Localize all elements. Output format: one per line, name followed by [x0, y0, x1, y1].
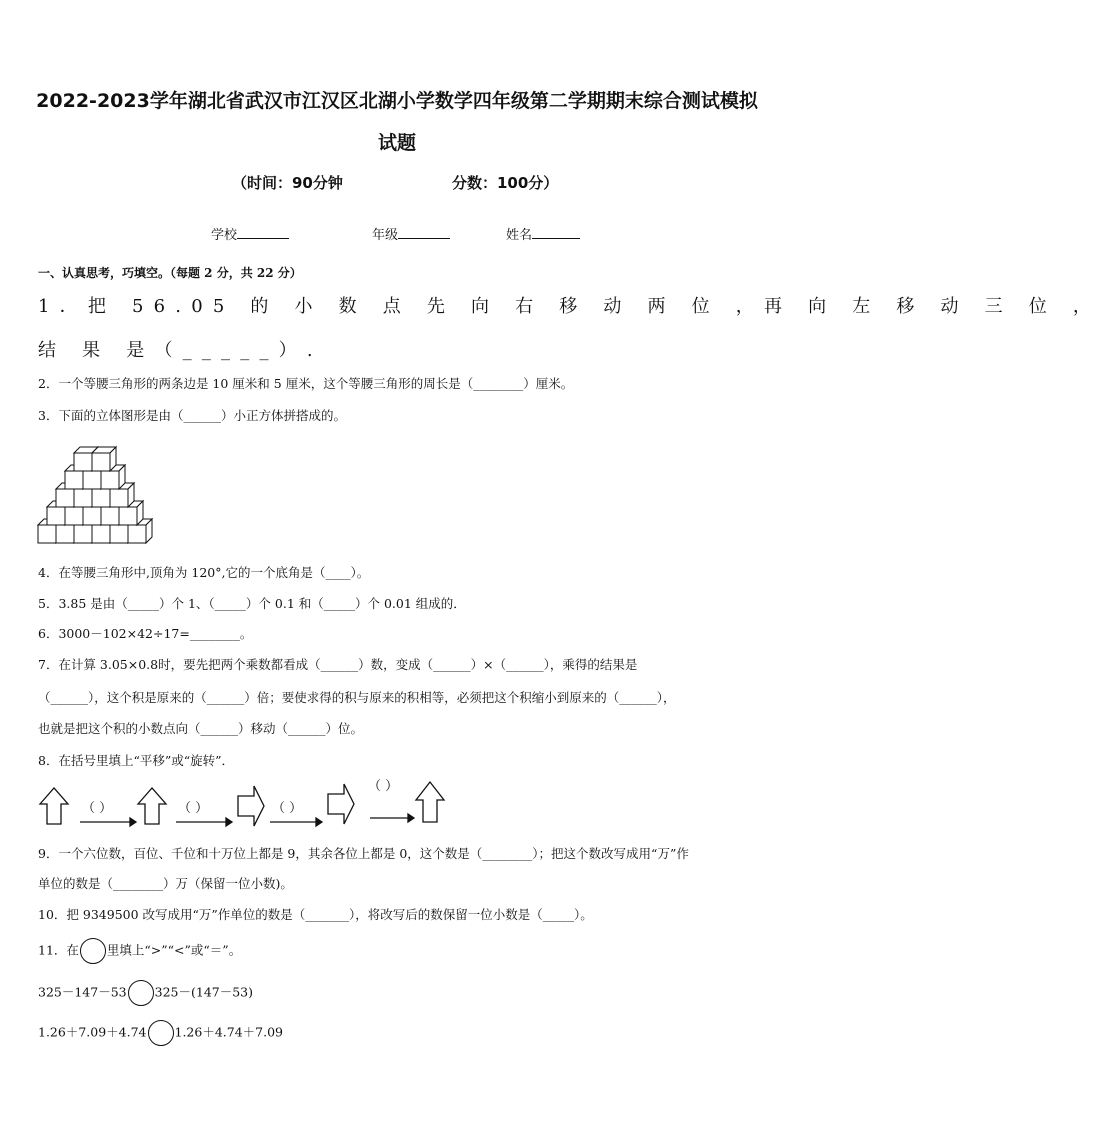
- question-11-suffix: 里填上“>”“<”或“＝”。: [106, 942, 242, 958]
- question-9-continued: 单位的数是（________）万（保留一位小数)。: [38, 876, 293, 891]
- section-heading: 一、认真思考，巧填空。（每题 2 分，共 22 分）: [38, 266, 302, 280]
- school-blank: [237, 226, 289, 239]
- comparison-b-left: 1.26＋7.09＋4.74: [38, 1024, 147, 1040]
- question-8: 8．在括号里填上“平移”或“旋转”．: [38, 753, 235, 768]
- question-6: 6．3000－102×42÷17=________。: [38, 626, 253, 641]
- blank-paren-1: （ ）: [82, 801, 113, 816]
- blank-paren-2: （ ）: [178, 801, 209, 816]
- question-7-end: 也就是把这个积的小数点向（______）移动（______）位。: [38, 721, 364, 736]
- grade-blank: [398, 226, 450, 239]
- question-9: 9．一个六位数，百位、千位和十万位上都是 9，其余各位上都是 0，这个数是（________）；把这个数改写成用“万”作: [38, 846, 689, 861]
- question-11-prefix: 11．在: [38, 942, 79, 958]
- comparison-a-right: 325－(147－53): [154, 984, 254, 1000]
- comparison-b-right: 1.26＋4.74＋7.09: [174, 1024, 283, 1040]
- up-arrow-shape: [138, 788, 166, 824]
- question-11: [38, 938, 241, 964]
- school-label: 学校: [211, 228, 238, 243]
- up-arrow-shape: [40, 788, 68, 824]
- comparison-b: [38, 1020, 283, 1046]
- question-1-continued: 结 果 是（_____）.: [38, 340, 323, 361]
- name-label: 姓名: [506, 228, 533, 243]
- right-arrow-shape: [238, 786, 264, 826]
- question-10: 10．把 9349500 改写成用“万”作单位的数是（_______），将改写后的数保留一位小数是（_____）。: [38, 907, 593, 922]
- name-blank: [532, 226, 580, 239]
- exam-title: 2022-2023学年湖北省武汉市江汉区北湖小学数学四年级第二学期期末综合测试模拟: [36, 90, 758, 112]
- question-4: 4．在等腰三角形中,顶角为 120°,它的一个底角是（____）。: [38, 565, 370, 580]
- cube-stack-figure: [36, 446, 162, 546]
- blank-paren-3: （ ）: [272, 801, 303, 816]
- comparison-a-left: 325－147－53: [38, 984, 127, 1000]
- question-7: 7．在计算 3.05×0.8时，要先把两个乘数都看成（______）数，变成（______）×（______），乘得的结果是: [38, 657, 638, 672]
- comparison-b-circle[interactable]: [148, 1020, 174, 1046]
- up-arrow-shape: [416, 782, 444, 822]
- total-score: 分数：100分）: [452, 174, 559, 192]
- motion-figure: [36, 774, 456, 834]
- compare-circle: [80, 938, 106, 964]
- blank-paren-4: （ ）: [368, 779, 399, 794]
- question-2: 2．一个等腰三角形的两条边是 10 厘米和 5 厘米，这个等腰三角形的周长是（________）厘米。: [38, 376, 574, 391]
- comparison-a: [38, 980, 253, 1006]
- exam-title-continued: 试题: [377, 132, 416, 154]
- question-5: 5．3.85 是由（_____）个 1、（_____）个 0.1 和（_____）个 0.01 组成的．: [38, 596, 466, 611]
- time-limit: （时间：90分钟: [232, 174, 343, 192]
- right-arrow-shape: [328, 784, 354, 824]
- question-1: 1．把 56.05 的 小 数 点 先 向 右 移 动 两 位 ，再 向 左 移 动 三 位 ，: [38, 296, 1101, 317]
- question-7-continued: （______），这个积是原来的（______）倍；要使求得的积与原来的积相等，必须把这个积缩小到原来的（______），: [38, 690, 676, 705]
- comparison-a-circle[interactable]: [128, 980, 154, 1006]
- grade-label: 年级: [372, 228, 399, 243]
- question-3: 3．下面的立体图形是由（______）小正方体拼搭成的。: [38, 408, 346, 423]
